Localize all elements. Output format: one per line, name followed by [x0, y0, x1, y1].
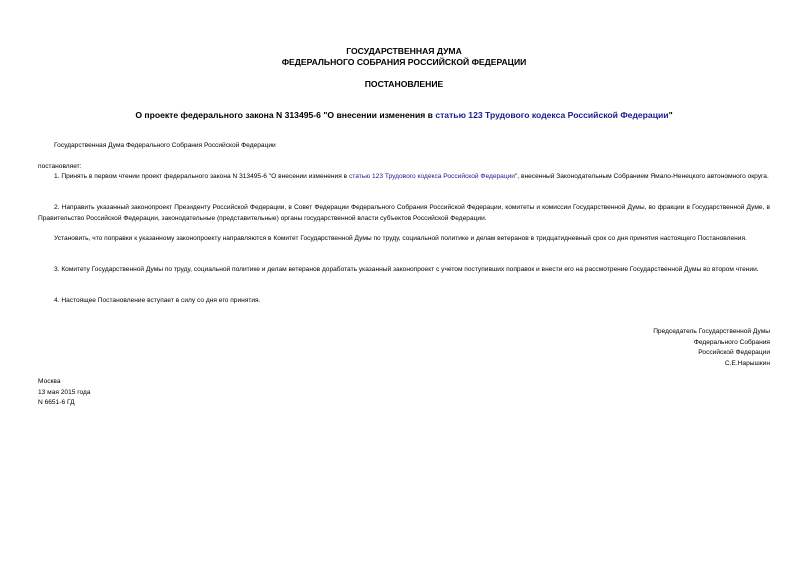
signature-title-line2: Федерального Собрания	[693, 338, 770, 346]
signature-block	[653, 327, 770, 369]
signature-title-line1: Председатель Государственной Думы	[653, 328, 770, 335]
signature-title-line3: Российской Федерации	[698, 349, 770, 357]
paragraph-3: 3. Комитету Государственной Думы по труду, социальной политике и делам ветеранов доработать указанный законопроект с учетом поступивших поправок и внести его на рассмотрение Государственной Думы во втором чтении.	[54, 266, 759, 273]
title-prefix: О проекте федерального закона N 313495-6 "О внесении изменения в	[135, 110, 436, 120]
paragraph-1	[38, 172, 770, 183]
paragraph-4: 4. Настоящее Постановление вступает в силу со дня его принятия.	[54, 297, 261, 304]
title-suffix: "	[668, 110, 673, 120]
signature-name: С.Е.Нарышкин	[724, 359, 770, 367]
document-type: ПОСТАНОВЛЕНИЕ	[364, 79, 444, 89]
document-page	[38, 0, 770, 571]
footer-date: 13 мая 2015 года	[38, 388, 91, 396]
footer-city: Москва	[38, 378, 61, 385]
paragraph-1-prefix: 1. Принять в первом чтении проект федерального закона N 313495-6 "О внесении изменения в	[54, 173, 349, 180]
paragraph-1-law-link[interactable]: статью 123 Трудового кодекса Российской Федерации	[348, 173, 515, 180]
document-title	[38, 110, 770, 120]
document-footer	[38, 377, 91, 409]
paragraph-amendments: Установить, что поправки к указанному законопроекту направляются в Комитет Государственной Думы по труду, социальной политике и делам ветеранов в тридцатидневный срок со дня принятия настоящего Постановления.	[54, 235, 747, 242]
paragraph-2: 2. Направить указанный законопроект Президенту Российской Федерации, в Совет Федерации Федерального Собрания Российской Федерации, комитеты и комиссии Государственной Думы, во фракции в Государственной Думе, в Правительство Российской Федерации, законодательные (представительные) органы государственной власти субъектов Российской Федерации.	[38, 204, 770, 222]
decides-paragraph: постановляет:	[38, 163, 82, 170]
footer-number: N 6651-6 ГД	[38, 399, 75, 407]
paragraph-1-suffix: ", внесенный Законодательным Собранием Ямало-Ненецкого автономного округа.	[514, 173, 769, 180]
authority-paragraph: Государственная Дума Федерального Собрания Российской Федерации	[54, 142, 276, 149]
header-organization: ГОСУДАРСТВЕННАЯ ДУМА	[346, 46, 462, 56]
title-law-link[interactable]: статью 123 Трудового кодекса Российской Федерации	[435, 110, 669, 120]
header-organization-sub: ФЕДЕРАЛЬНОГО СОБРАНИЯ РОССИЙСКОЙ ФЕДЕРАЦИИ	[281, 57, 527, 67]
